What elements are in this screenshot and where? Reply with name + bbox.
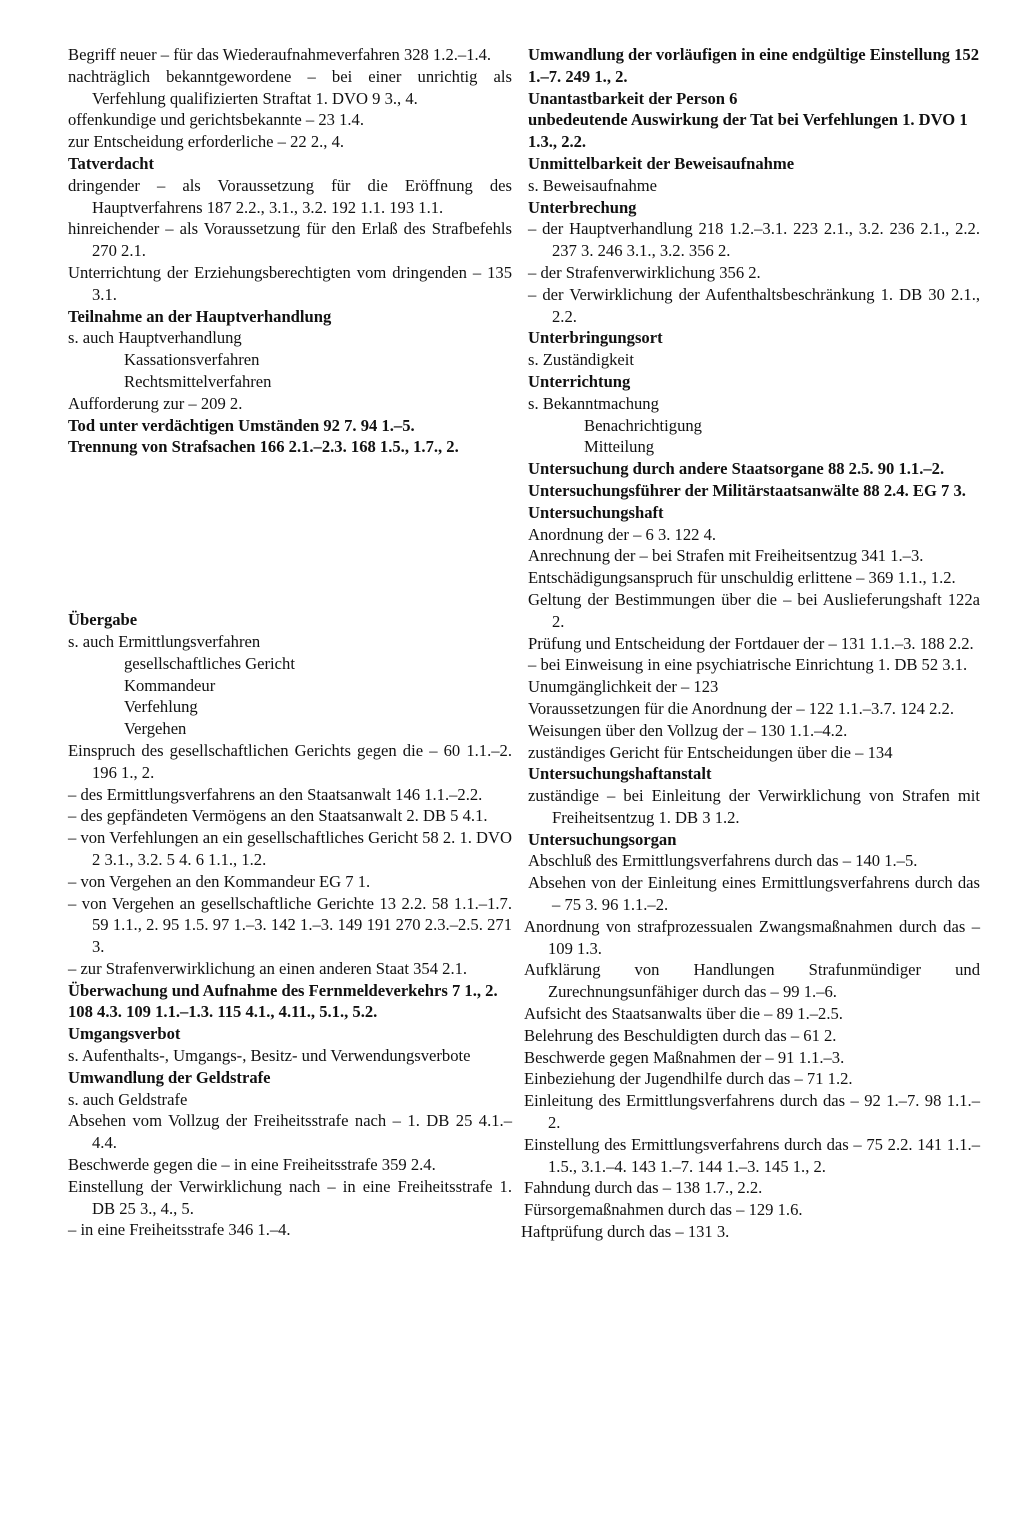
index-entry: offenkundige und gerichtsbekannte – 23 1.4. (68, 110, 365, 130)
index-heading: Unterrichtung (528, 371, 631, 391)
index-entry: Anordnung von strafprozessualen Zwangsmaßnahmen durch das – 109 1.3. (524, 916, 980, 958)
index-heading: Untersuchungsorgan (528, 829, 677, 849)
index-entry: zuständiges Gericht für Entscheidungen über die – 134 (528, 742, 893, 762)
index-entry: – der Hauptverhandlung 218 1.2.–3.1. 223 2.1., 3.2. 236 2.1., 2.2. 237 3. 246 3.1., 3.2. 356 2. (528, 219, 980, 261)
index-entry: dringender – als Voraussetzung für die Eröffnung des Hauptverfahrens 187 2.2., 3.1., 3.2. 192 1.1. 193 1.1. (68, 175, 512, 217)
index-entry: s. Aufenthalts-, Umgangs-, Besitz- und Verwendungsverbote (68, 1046, 471, 1066)
index-entry: s. Zuständigkeit (528, 350, 635, 370)
left-column (68, 44, 512, 1241)
index-entry: Beschwerde gegen die – in eine Freiheitsstrafe 359 2.4. (68, 1155, 436, 1175)
index-entry: Unterrichtung der Erziehungsberechtigten vom dringenden – 135 3.1. (68, 262, 512, 304)
index-entry: Absehen von der Einleitung eines Ermittlungsverfahrens durch das – 75 3. 96 1.1.–2. (528, 873, 980, 915)
index-heading: Untersuchungsführer der Militärstaatsanwälte 88 2.4. EG 7 3. (528, 480, 966, 500)
index-entry: Einstellung des Ermittlungsverfahrens durch das – 75 2.2. 141 1.1.–1.5., 3.1.–4. 143 1.–7. 144 1.–3. 145 1., 2. (524, 1134, 980, 1176)
index-entry: – von Vergehen an gesellschaftliche Gerichte 13 2.2. 58 1.1.–1.7. 59 1.1., 2. 95 1.5. 97 1.–3. 142 1.–3. 149 191 270 2.3.–2.5. 271 3. (68, 893, 512, 957)
index-entry: Entschädigungsanspruch für unschuldig erlittene – 369 1.1., 1.2. (528, 568, 956, 588)
index-heading: Trennung von Strafsachen 166 2.1.–2.3. 168 1.5., 1.7., 2. (68, 437, 459, 457)
index-entry: Begriff neuer – für das Wiederaufnahmeverfahren 328 1.2.–1.4. (68, 45, 492, 64)
index-subentry: Kassationsverfahren (124, 350, 260, 370)
index-entry: Anordnung der – 6 3. 122 4. (528, 524, 717, 544)
index-entry: s. auch Hauptverhandlung (68, 328, 242, 348)
index-heading: Unantastbarkeit der Person 6 (528, 88, 738, 108)
index-entry: Einspruch des gesellschaftlichen Gerichts gegen die – 60 1.1.–2. 196 1., 2. (68, 740, 512, 782)
index-heading: Untersuchungshaftanstalt (528, 764, 712, 784)
index-entry: Voraussetzungen für die Anordnung der – 122 1.1.–3.7. 124 2.2. (528, 698, 954, 718)
index-subentry: Kommandeur (124, 675, 216, 695)
index-heading: Tatverdacht (68, 153, 155, 173)
index-subentry: Mitteilung (584, 437, 655, 457)
index-heading: Unmittelbarkeit der Beweisaufnahme (528, 153, 795, 173)
index-entry: nachträglich bekanntgewordene – bei einer unrichtig als Verfehlung qualifizierten Straftat 1. DVO 9 3., 4. (68, 66, 512, 108)
index-heading: Unterbrechung (528, 197, 637, 217)
index-heading: Untersuchungshaft (528, 502, 664, 522)
index-subentry: gesellschaftliches Gericht (124, 653, 295, 673)
index-heading: Unterbringungsort (528, 328, 663, 348)
index-subentry: Rechtsmittelverfahren (124, 371, 272, 391)
index-heading: Übergabe (68, 610, 138, 630)
index-entry: s. auch Ermittlungsverfahren (68, 631, 261, 651)
index-subentry: Vergehen (124, 719, 187, 739)
index-entry: hinreichender – als Voraussetzung für den Erlaß des Strafbefehls 270 2.1. (68, 219, 512, 261)
index-entry: Prüfung und Entscheidung der Fortdauer der – 131 1.1.–3. 188 2.2. (528, 633, 974, 653)
index-subentry: Benachrichtigung (584, 415, 702, 435)
index-heading: Überwachung und Aufnahme des Fernmeldeverkehrs 7 1., 2. 108 4.3. 109 1.1.–1.3. 115 4.1., 4.11., 5.1., 5.2. (68, 980, 498, 1022)
index-entry: Einstellung der Verwirklichung nach – in eine Freiheitsstrafe 1. DB 25 3., 4., 5. (68, 1176, 512, 1218)
index-entry: s. Bekanntmachung (528, 393, 659, 413)
index-heading: unbedeutende Auswirkung der Tat bei Verfehlungen 1. DVO 1 1.3., 2.2. (528, 110, 968, 152)
index-entry: s. auch Geldstrafe (68, 1089, 188, 1109)
index-heading: Teilnahme an der Hauptverhandlung (68, 306, 332, 326)
index-entry: – des gepfändeten Vermögens an den Staatsanwalt 2. DB 5 4.1. (68, 806, 488, 826)
index-heading: Umwandlung der vorläufigen in eine endgültige Einstellung 152 1.–7. 249 1., 2. (528, 45, 980, 86)
index-entry: – von Vergehen an den Kommandeur EG 7 1. (68, 871, 371, 891)
index-entry: Weisungen über den Vollzug der – 130 1.1.–4.2. (528, 720, 848, 740)
index-entry: – des Ermittlungsverfahrens an den Staatsanwalt 146 1.1.–2.2. (68, 784, 483, 804)
index-entry: Anrechnung der – bei Strafen mit Freiheitsentzug 341 1.–3. (528, 546, 924, 566)
index-entry: Fahndung durch das – 138 1.7., 2.2. (524, 1178, 763, 1198)
index-entry: – der Verwirklichung der Aufenthaltsbeschränkung 1. DB 30 2.1., 2.2. (528, 284, 980, 326)
index-entry: Aufklärung von Handlungen Strafunmündiger und Zurechnungsunfähiger durch das – 99 1.–6. (524, 960, 980, 1002)
index-entry: Fürsorgemaßnahmen durch das – 129 1.6. (524, 1200, 803, 1220)
index-entry: – zur Strafenverwirklichung an einen anderen Staat 354 2.1. (68, 958, 468, 978)
index-entry: Aufforderung zur – 209 2. (68, 393, 243, 413)
index-entry: – bei Einweisung in eine psychiatrische Einrichtung 1. DB 52 3.1. (528, 655, 968, 675)
index-entry: zur Entscheidung erforderliche – 22 2., 4. (68, 132, 345, 152)
index-entry: Einbeziehung der Jugendhilfe durch das – 71 1.2. (524, 1069, 853, 1089)
index-subentry: Verfehlung (124, 697, 198, 717)
index-entry: Aufsicht des Staatsanwalts über die – 89 1.–2.5. (524, 1004, 843, 1024)
index-entry: – von Verfehlungen an ein gesellschaftliches Gericht 58 2. 1. DVO 2 3.1., 3.2. 5 4. 6 1.1., 1.2. (68, 828, 512, 869)
index-entry: – der Strafenverwirklichung 356 2. (528, 262, 761, 282)
index-entry: – in eine Freiheitsstrafe 346 1.–4. (68, 1220, 291, 1240)
index-entry: Einleitung des Ermittlungsverfahrens durch das – 92 1.–7. 98 1.1.–2. (524, 1091, 980, 1133)
right-column (521, 44, 980, 1243)
index-heading: Umwandlung der Geldstrafe (68, 1067, 271, 1087)
index-entry: Haftprüfung durch das – 131 3. (521, 1222, 730, 1242)
index-heading: Tod unter verdächtigen Umständen 92 7. 94 1.–5. (68, 415, 415, 435)
index-entry: Absehen vom Vollzug der Freiheitsstrafe nach – 1. DB 25 4.1.–4.4. (68, 1111, 512, 1153)
index-entry: Beschwerde gegen Maßnahmen der – 91 1.1.–3. (524, 1047, 845, 1067)
index-entry: Unumgänglichkeit der – 123 (528, 677, 719, 697)
index-entry: s. Beweisaufnahme (528, 175, 658, 195)
index-entry: Abschluß des Ermittlungsverfahrens durch das – 140 1.–5. (528, 851, 918, 871)
index-heading: Umgangsverbot (68, 1024, 181, 1044)
index-entry: Belehrung des Beschuldigten durch das – 61 2. (524, 1025, 837, 1045)
index-heading: Untersuchung durch andere Staatsorgane 88 2.5. 90 1.1.–2. (528, 459, 945, 479)
index-entry: zuständige – bei Einleitung der Verwirklichung von Strafen mit Freiheitsentzug 1. DB 3 1.2. (528, 786, 980, 827)
index-entry: Geltung der Bestimmungen über die – bei Auslieferungshaft 122a 2. (528, 589, 980, 631)
